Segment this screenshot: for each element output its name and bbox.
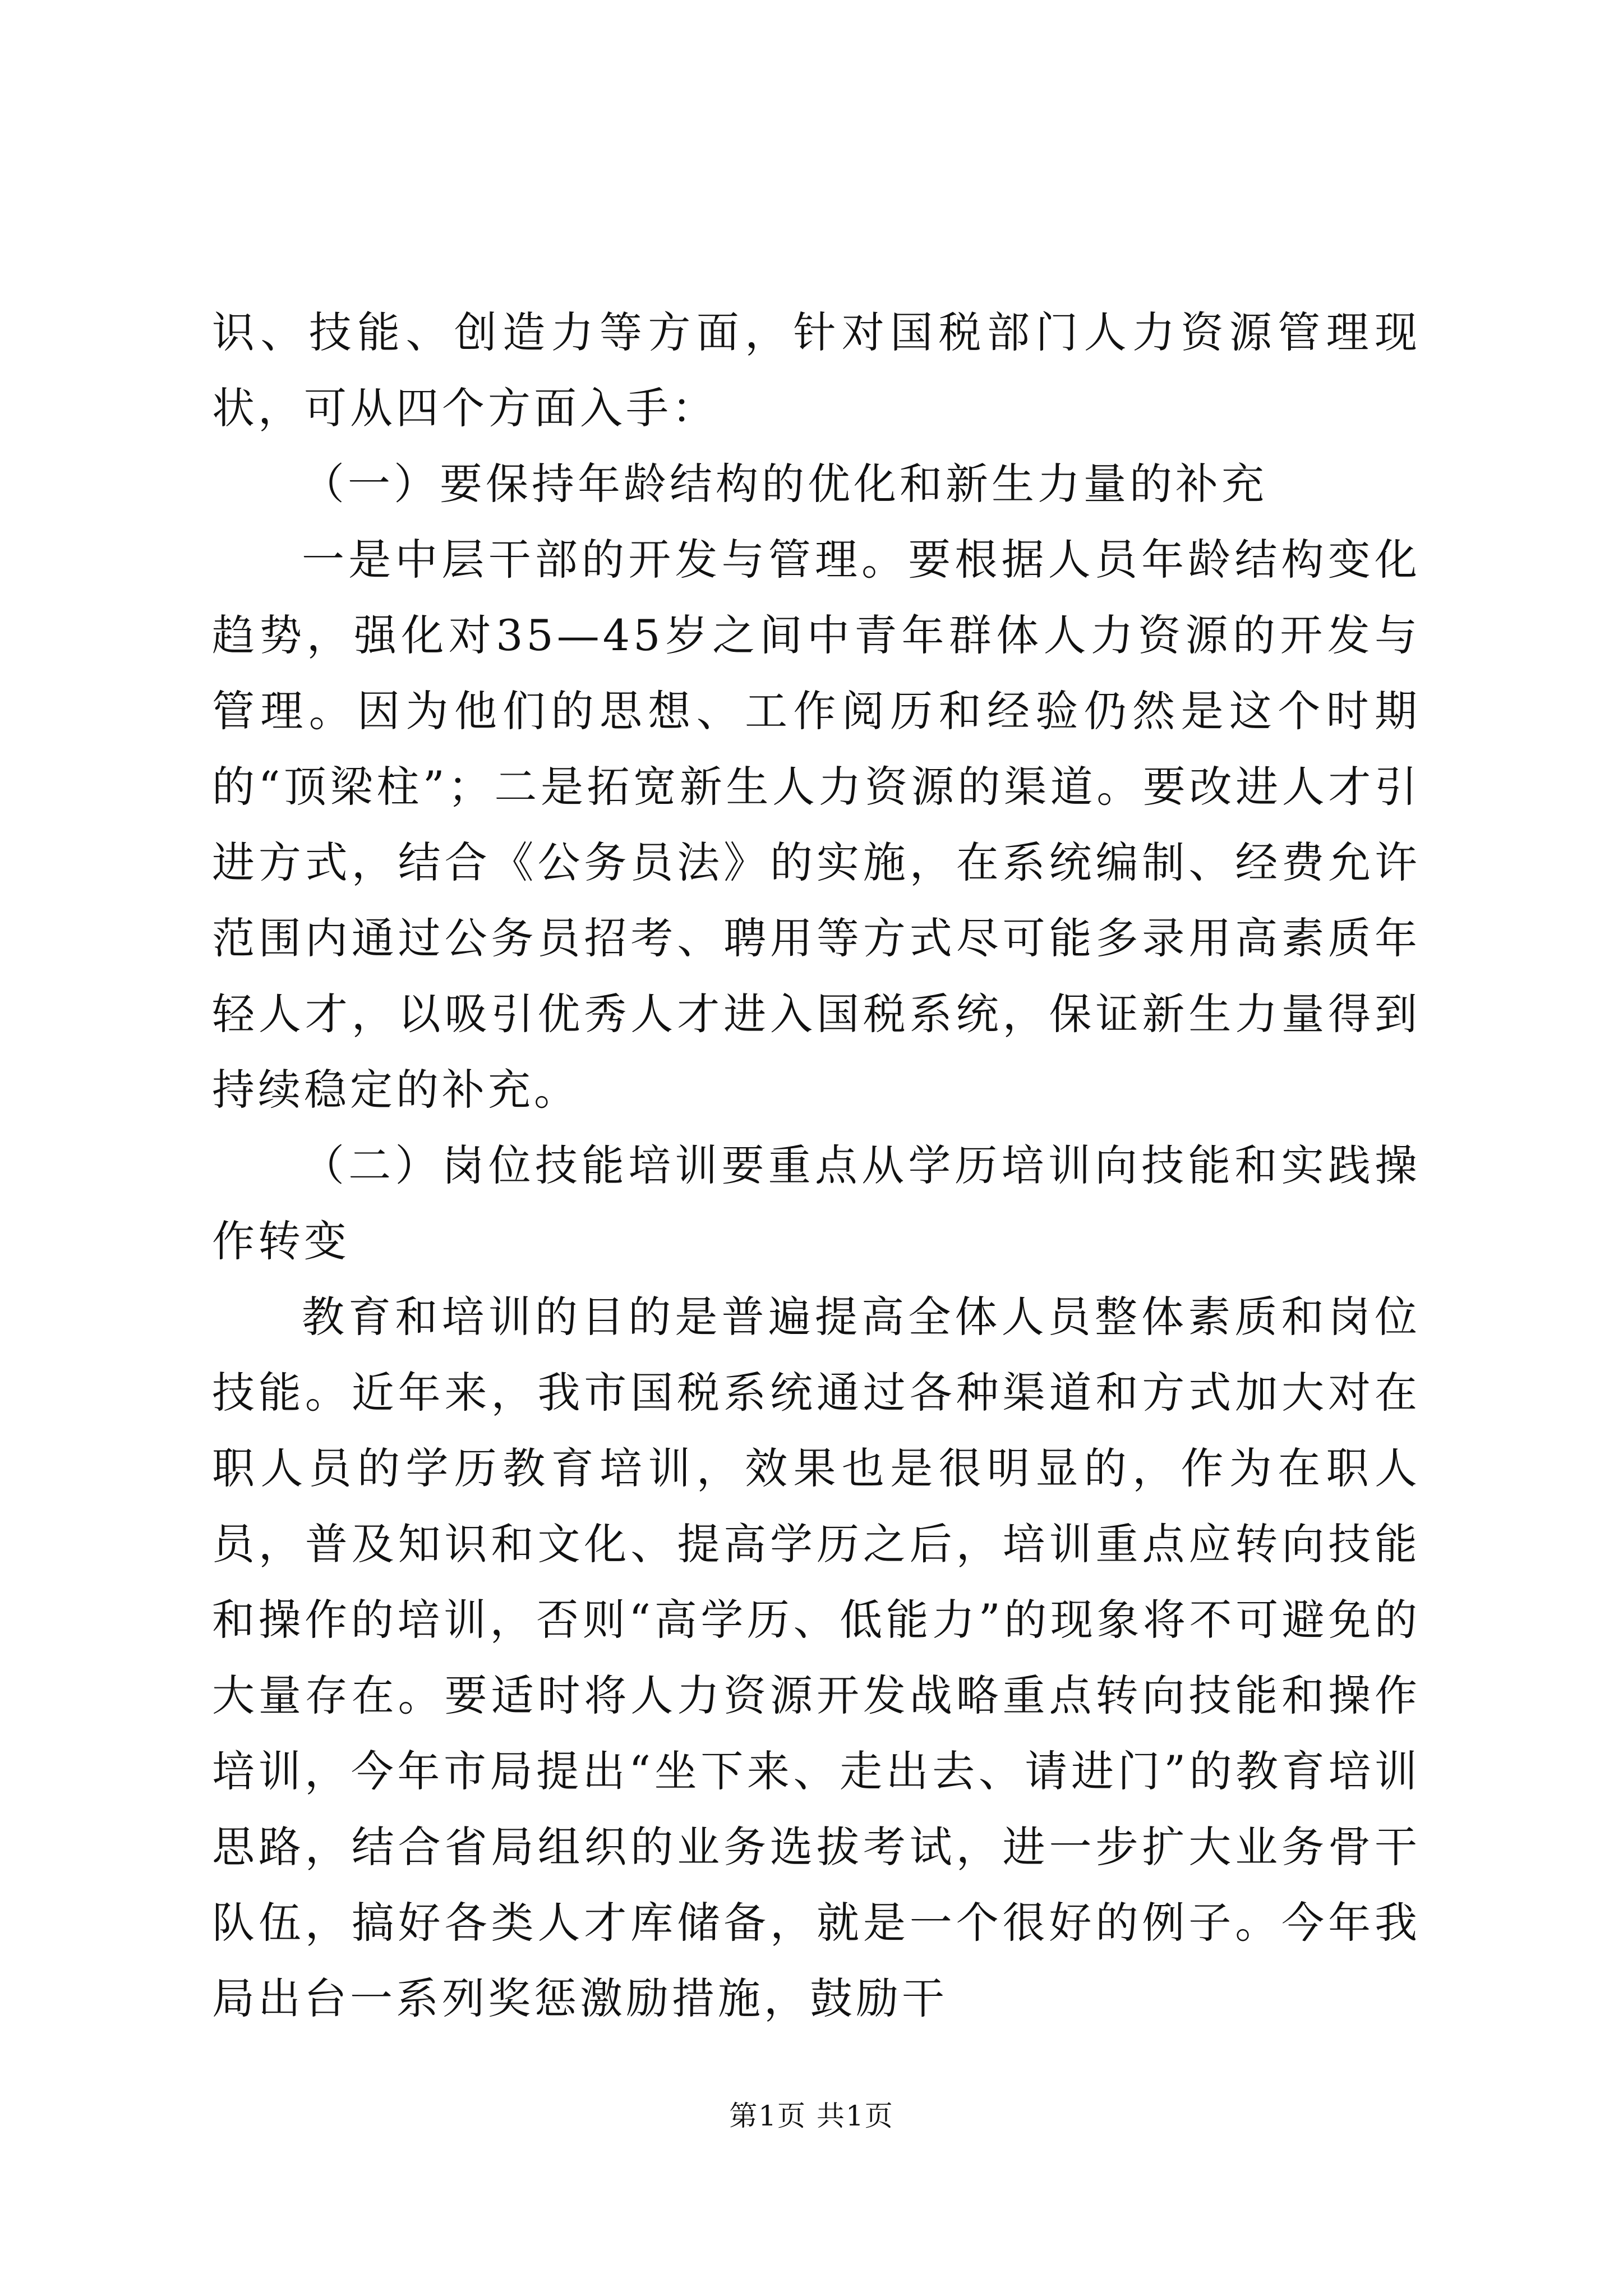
page-footer: 第1页 共1页 — [729, 2100, 894, 2132]
section-heading-2: （二）岗位技能培训要重点从学历培训向技能和实践操作转变 — [212, 1140, 1421, 1266]
section-heading-1: （一）要保持年龄结构的优化和新生力量的补充 — [302, 459, 1267, 509]
paragraph-2: 教育和培训的目的是普遍提高全体人员整体素质和岗位技能。近年来，我市国税系统通过各种渠道和方式加大对在职人员的学历教育培训，效果也是很明显的，作为在职人员，普及知识和文化、提高学历之后，培训重点应转向技能和操作的培训，否则“高学历、低能力”的现象将不可避免的大量存在。要适时将人力资源开发战略重点转向技能和操作培训，今年市局提出“坐下来、走出去、请进门”的教育培训思路，结合省局组织的业务选拔考试，进一步扩大业务骨干队伍，搞好各类人才库储备，就是一个很好的例子。今年我局出台一系列奖惩激励措施，鼓励干 — [212, 1292, 1421, 2023]
paragraph-continuation: 识、技能、创造力等方面，针对国税部门人力资源管理现状，可从四个方面入手： — [212, 307, 1421, 433]
paragraph-1: 一是中层干部的开发与管理。要根据人员年龄结构变化趋势，强化对35—45岁之间中青年群体人力资源的开发与管理。因为他们的思想、工作阅历和经验仍然是这个时期的“顶梁柱”；二是拓宽新生人力资源的渠道。要改进人才引进方式，结合《公务员法》的实施，在系统编制、经费允许范围内通过公务员招考、聘用等方式尽可能多录用高素质年轻人才，以吸引优秀人才进入国税系统，保证新生力量得到持续稳定的补充。 — [212, 535, 1421, 1115]
document-body — [212, 295, 1421, 2036]
